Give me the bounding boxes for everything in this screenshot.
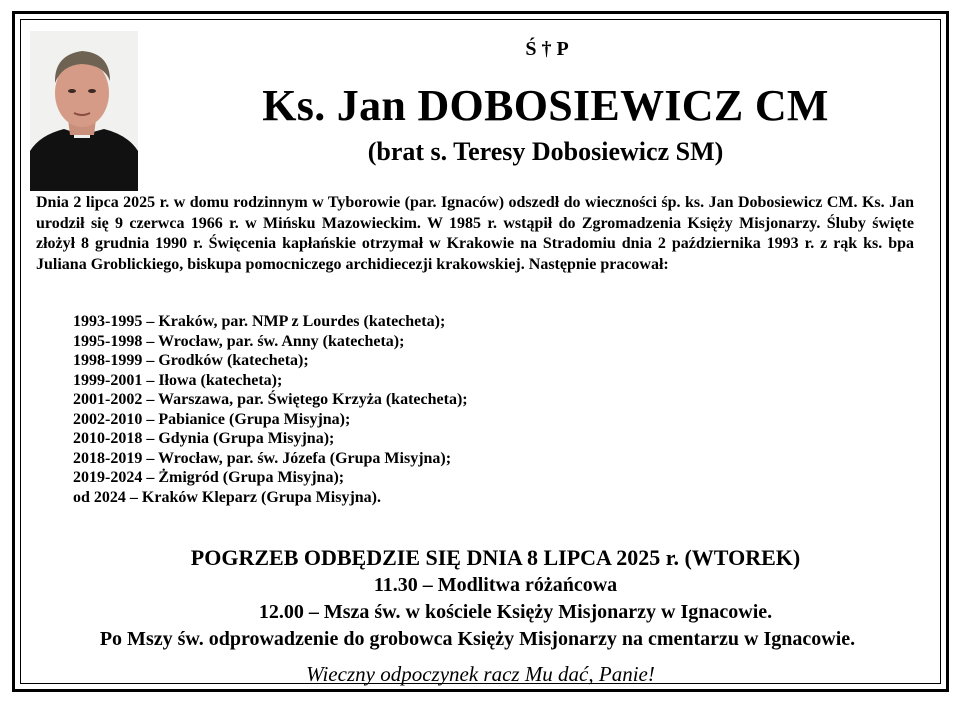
burial-info: Po Mszy św. odprowadzenie do grobowca Księży Misjonarzy na cmentarzu w Ignacowie.	[99, 628, 856, 650]
assignments-list	[73, 312, 468, 507]
rosary-time: 11.30 – Modlitwa różańcowa	[373, 574, 618, 596]
biography-paragraph: Dnia 2 lipca 2025 r. w domu rodzinnym w Tyborowie (par. Ignaców) odszedł do wieczności śp. ks. Jan Dobosiewicz CM. Ks. Jan urodził się 9 czerwca 1966 r. w Mińsku Mazowieckim. W 1985 r. wstąpił do Zgromadzenia Księży Misjonarzy. Śluby święte złożył 8 grudnia 1990 r. Święcenia kapłańskie otrzymał w Krakowie na Stradomiu dnia 2 października 1993 r. z rąk ks. bpa Juliana Groblickiego, biskupa pomocniczego archidiecezji krakowskiej. Następnie pracował:	[36, 194, 914, 274]
deceased-name: Ks. Jan DOBOSIEWICZ CM	[262, 81, 829, 130]
closing-prayer: Wieczny odpoczynek racz Mu dać, Panie!	[306, 662, 655, 686]
assignment-item: 2019-2024 – Żmigród (Grupa Misyjna);	[73, 469, 345, 486]
mass-time: 12.00 – Msza św. w kościele Księży Misjonarzy w Ignacowie.	[258, 601, 773, 623]
assignment-item: 2018-2019 – Wrocław, par. św. Józefa (Grupa Misyjna);	[73, 449, 452, 467]
assignment-item: 1993-1995 – Kraków, par. NMP z Lourdes (katecheta);	[73, 313, 446, 330]
sp-heading: Ś † P	[525, 38, 569, 60]
assignment-item: 1999-2001 – Iłowa (katecheta);	[73, 371, 283, 389]
assignment-item: od 2024 – Kraków Kleparz (Grupa Misyjna).	[73, 488, 381, 506]
relation-subtitle: (brat s. Teresy Dobosiewicz SM)	[367, 137, 724, 166]
assignment-item: 1995-1998 – Wrocław, par. św. Anny (katecheta);	[73, 332, 405, 350]
funeral-details	[30, 544, 961, 653]
assignment-item: 2001-2002 – Warszawa, par. Świętego Krzyża (katecheta);	[73, 391, 468, 408]
assignment-item: 1998-1999 – Grodków (katecheta);	[73, 352, 309, 369]
funeral-headline: POGRZEB ODBĘDZIE SIĘ DNIA 8 LIPCA 2025 r. (WTOREK)	[190, 545, 801, 570]
assignment-item: 2002-2010 – Pabianice (Grupa Misyjna);	[73, 410, 351, 428]
assignment-item: 2010-2018 – Gdynia (Grupa Misyjna);	[73, 430, 335, 447]
